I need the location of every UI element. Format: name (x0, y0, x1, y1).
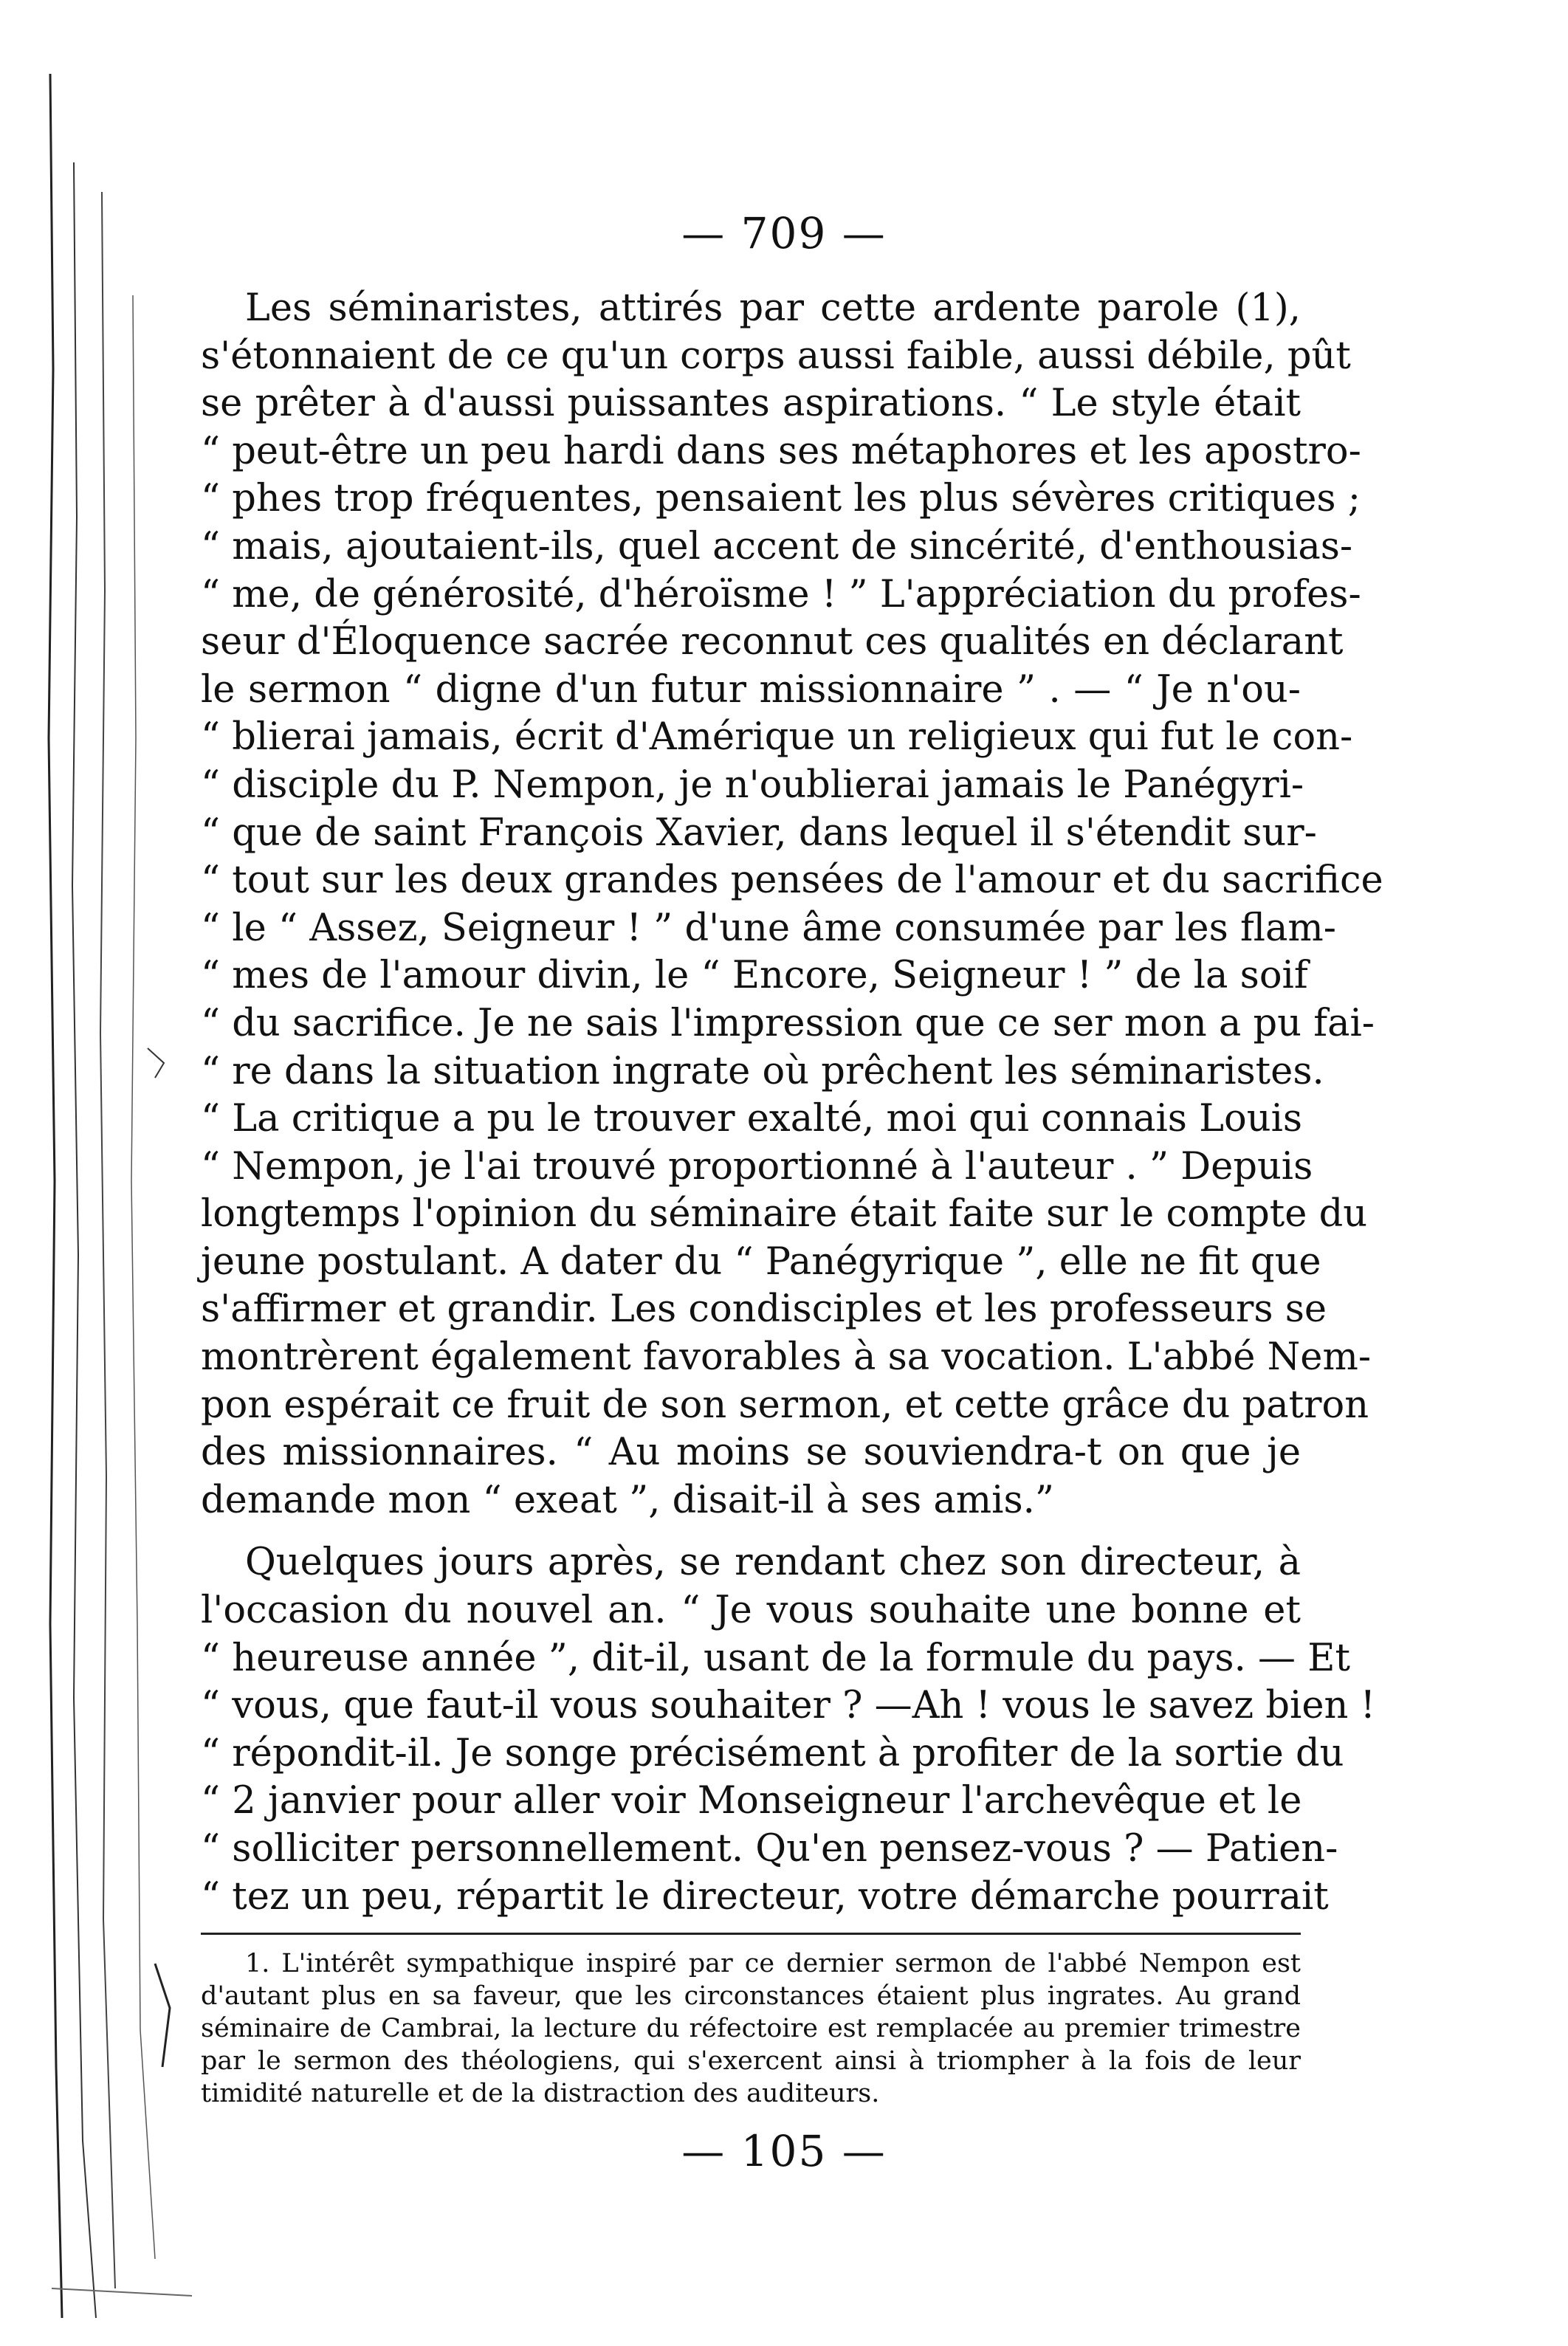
footnote-line: timidité naturelle et de la distraction des auditeurs. (201, 2079, 880, 2108)
text-line: “ tout sur les deux grandes pensées de l'amour et du sacrifice (201, 859, 1383, 903)
text-line: “ du sacrifice. Je ne sais l'impression que ce ser mon a pu fai- (201, 1001, 1375, 1045)
paragraph-1 (201, 285, 1383, 1524)
footnote-line: séminaire de Cambrai, la lecture du réfectoire est remplacée au premier trimestre (201, 2014, 1301, 2043)
text-line: Les séminaristes, attirés par cette ardente parole (1), (245, 286, 1301, 330)
text-line: “ Nempon, je l'ai trouvé proportionné à l'auteur . ” Depuis (201, 1144, 1313, 1189)
text-line: se prêter à d'aussi puissantes aspirations. “ Le style était (201, 382, 1301, 426)
text-line: l'occasion du nouvel an. “ Je vous souhaite une bonne et (201, 1589, 1301, 1633)
text-line: “ que de saint François Xavier, dans lequel il s'étendit sur- (201, 811, 1317, 855)
text-line: montrèrent également favorables à sa vocation. L'abbé Nem- (201, 1335, 1372, 1380)
text-line: pon espérait ce fruit de son sermon, et cette grâce du patron (201, 1383, 1369, 1427)
text-line: longtemps l'opinion du séminaire était faite sur le compte du (201, 1192, 1368, 1236)
text-line: “ peut-être un peu hardi dans ses métaphores et les apostro- (201, 429, 1361, 473)
text-line: “ répondit-il. Je songe précisément à profiter de la sortie du (201, 1731, 1344, 1775)
text-line: “ mes de l'amour divin, le “ Encore, Seigneur ! ” de la soif (201, 954, 1308, 998)
body-text (201, 285, 1383, 1921)
footnote-line: d'autant plus en sa faveur, que les circonstances étaient plus ingrates. Au grand (201, 1981, 1301, 2011)
text-line: “ solliciter personnellement. Qu'en pensez-vous ? — Patien- (201, 1827, 1338, 1871)
footnote-divider (201, 1933, 1301, 1935)
text-line: “ La critique a pu le trouver exalté, moi qui connais Louis (201, 1097, 1303, 1141)
text-line: seur d'Éloquence sacrée reconnut ces qualités en déclarant (201, 620, 1344, 664)
text-line: “ disciple du P. Nempon, je n'oublierai jamais le Panégyri- (201, 763, 1304, 807)
paragraph-gap (201, 1524, 1301, 1539)
text-line: “ blierai jamais, écrit d'Amérique un religieux qui fut le con- (201, 715, 1353, 760)
text-line: jeune postulant. A dater du “ Panégyrique ”, elle ne fit que (201, 1239, 1321, 1284)
footnote-line: 1. L'intérêt sympathique inspiré par ce dernier sermon de l'abbé Nempon est (245, 1949, 1301, 1978)
text-line: “ mais, ajoutaient-ils, quel accent de sincérité, d'enthousias- (201, 524, 1353, 568)
page-number-top: — 709 — (681, 208, 887, 258)
text-line: “ phes trop fréquentes, pensaient les plus sévères critiques ; (201, 477, 1361, 521)
text-line: “ heureuse année ”, dit-il, usant de la formule du pays. — Et (201, 1636, 1350, 1680)
binding-edge-scan-artifact (44, 74, 199, 2318)
text-line: des missionnaires. “ Au moins se souviendra-t on que je (201, 1431, 1301, 1475)
footnote-line: par le sermon des théologiens, qui s'exercent ainsi à triompher à la fois de leur (201, 2046, 1301, 2076)
text-line: “ tez un peu, répartit le directeur, votre démarche pourrait (201, 1874, 1329, 1919)
page-number-bottom: — 105 — (681, 2126, 887, 2176)
text-line: “ 2 janvier pour aller voir Monseigneur l'archevêque et le (201, 1779, 1302, 1823)
text-line: “ le “ Assez, Seigneur ! ” d'une âme consumée par les flam- (201, 906, 1336, 950)
text-line: s'étonnaient de ce qu'un corps aussi faible, aussi débile, pût (201, 334, 1351, 378)
text-line: Quelques jours après, se rendant chez son directeur, à (245, 1541, 1301, 1585)
text-line: s'affirmer et grandir. Les condisciples et les professeurs se (201, 1287, 1327, 1332)
footnotes (201, 1947, 1301, 2110)
text-line: le sermon “ digne d'un futur missionnaire ” . — “ Je n'ou- (201, 667, 1301, 712)
text-line: “ re dans la situation ingrate où prêchent les séminaristes. (201, 1049, 1324, 1093)
text-line: “ vous, que faut-il vous souhaiter ? —Ah ! vous le savez bien ! (201, 1684, 1376, 1728)
text-line: “ me, de générosité, d'héroïsme ! ” L'appréciation du profes- (201, 572, 1361, 616)
text-line: demande mon “ exeat ”, disait-il à ses amis.” (201, 1478, 1054, 1522)
paragraph-2 (201, 1539, 1376, 1921)
